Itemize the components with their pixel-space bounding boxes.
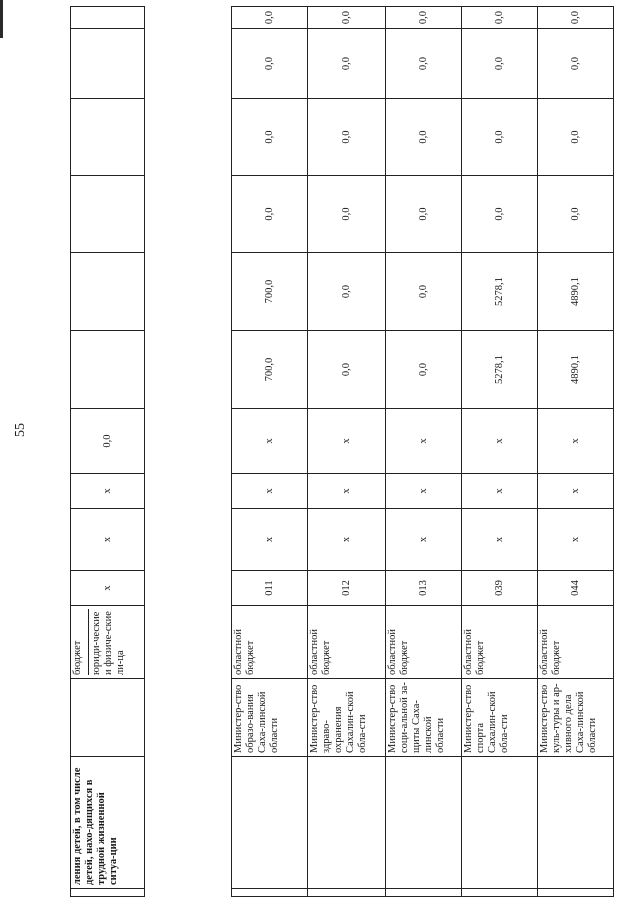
header-row: [71, 7, 145, 897]
value-year-3: 0,0: [386, 99, 462, 176]
value-year-3: 0,0: [232, 99, 308, 176]
program-cell-blank: [462, 757, 538, 889]
program-cell-blank: [308, 757, 386, 889]
value-year-1: 0,0: [386, 253, 462, 331]
header-empty-5: [71, 29, 145, 99]
budget-code: 012: [308, 571, 386, 606]
table-row: [538, 7, 614, 897]
margin-cell: [308, 889, 386, 897]
value-total: 4890,1: [538, 331, 614, 409]
page-number: 55: [13, 423, 28, 437]
agency-name: Министер-ство соци-альной за-щиты Саха-линской области: [386, 679, 462, 757]
header-empty-1: [71, 331, 145, 409]
margin-cell: [71, 889, 145, 897]
value-year-2: 0,0: [538, 176, 614, 253]
source-label-text: бюджет: [72, 640, 83, 675]
header-empty-3: [71, 176, 145, 253]
value-year-4: 0,0: [462, 29, 538, 99]
mark-2: x: [538, 474, 614, 509]
header-mark-2: x: [71, 509, 145, 571]
value-total: 0,0: [308, 331, 386, 409]
value-year-1: 5278,1: [462, 253, 538, 331]
scan-edge-mark: [0, 0, 3, 38]
table-row: [462, 7, 538, 897]
mark-3: x: [232, 409, 308, 474]
budget-code: 039: [462, 571, 538, 606]
header-edge: [71, 7, 145, 29]
value-total: 700,0: [232, 331, 308, 409]
value-year-5: 0,0: [386, 7, 462, 29]
header-blank: [71, 679, 145, 757]
mark-3: x: [462, 409, 538, 474]
value-year-2: 0,0: [462, 176, 538, 253]
program-cell-blank: [386, 757, 462, 889]
mark-1: x: [538, 509, 614, 571]
source-label: [71, 606, 145, 679]
budget-table: [70, 6, 614, 897]
program-cell-blank: [232, 757, 308, 889]
value-year-3: 0,0: [538, 99, 614, 176]
mark-1: x: [232, 509, 308, 571]
value-year-5: 0,0: [308, 7, 386, 29]
value-year-5: 0,0: [462, 7, 538, 29]
funding-source: областной бюджет: [232, 606, 308, 679]
table-row: [308, 7, 386, 897]
agency-name: Министер-ство спорта Сахалин-ской обла-сти: [462, 679, 538, 757]
margin-cell: [462, 889, 538, 897]
funding-source: областной бюджет: [538, 606, 614, 679]
mark-2: x: [308, 474, 386, 509]
header-value-a: 0,0: [71, 409, 145, 474]
funding-source: областной бюджет: [386, 606, 462, 679]
value-total: 5278,1: [462, 331, 538, 409]
rotated-table-wrapper: [70, 7, 614, 897]
funding-source: областной бюджет: [462, 606, 538, 679]
value-year-1: 4890,1: [538, 253, 614, 331]
value-total: 0,0: [386, 331, 462, 409]
mark-1: x: [462, 509, 538, 571]
table-row: [386, 7, 462, 897]
source-sub-label: юриди-ческие и физиче-ские ли-ца: [88, 609, 127, 675]
margin-cell: [386, 889, 462, 897]
value-year-3: 0,0: [308, 99, 386, 176]
value-year-4: 0,0: [232, 29, 308, 99]
value-year-1: 700,0: [232, 253, 308, 331]
budget-code: 044: [538, 571, 614, 606]
program-cell-blank: [538, 757, 614, 889]
value-year-4: 0,0: [538, 29, 614, 99]
margin-cell: [232, 889, 308, 897]
mark-1: x: [386, 509, 462, 571]
value-year-2: 0,0: [308, 176, 386, 253]
header-mark-3: x: [71, 474, 145, 509]
value-year-4: 0,0: [386, 29, 462, 99]
value-year-2: 0,0: [386, 176, 462, 253]
mark-2: x: [462, 474, 538, 509]
margin-cell: [538, 889, 614, 897]
agency-name: Министер-ство здраво-охранения Сахалин-ской обла-сти: [308, 679, 386, 757]
header-empty-2: [71, 253, 145, 331]
mark-3: x: [308, 409, 386, 474]
agency-name: Министер-ство образо-вания Саха-линской области: [232, 679, 308, 757]
budget-code: 011: [232, 571, 308, 606]
mark-1: x: [308, 509, 386, 571]
program-description: ления детей, в том числе детей, нахо-дящихся в трудной жизненной ситуа-ции: [71, 757, 145, 889]
mark-3: x: [538, 409, 614, 474]
budget-code: 013: [386, 571, 462, 606]
funding-source: областной бюджет: [308, 606, 386, 679]
mark-2: x: [386, 474, 462, 509]
value-year-5: 0,0: [538, 7, 614, 29]
value-year-4: 0,0: [308, 29, 386, 99]
mark-2: x: [232, 474, 308, 509]
header-mark-1: x: [71, 571, 145, 606]
header-empty-4: [71, 99, 145, 176]
mark-3: x: [386, 409, 462, 474]
table-row: [232, 7, 308, 897]
value-year-3: 0,0: [462, 99, 538, 176]
value-year-1: 0,0: [308, 253, 386, 331]
agency-name: Министер-ство куль-туры и ар-хивного дела Саха-линской области: [538, 679, 614, 757]
value-year-5: 0,0: [232, 7, 308, 29]
value-year-2: 0,0: [232, 176, 308, 253]
